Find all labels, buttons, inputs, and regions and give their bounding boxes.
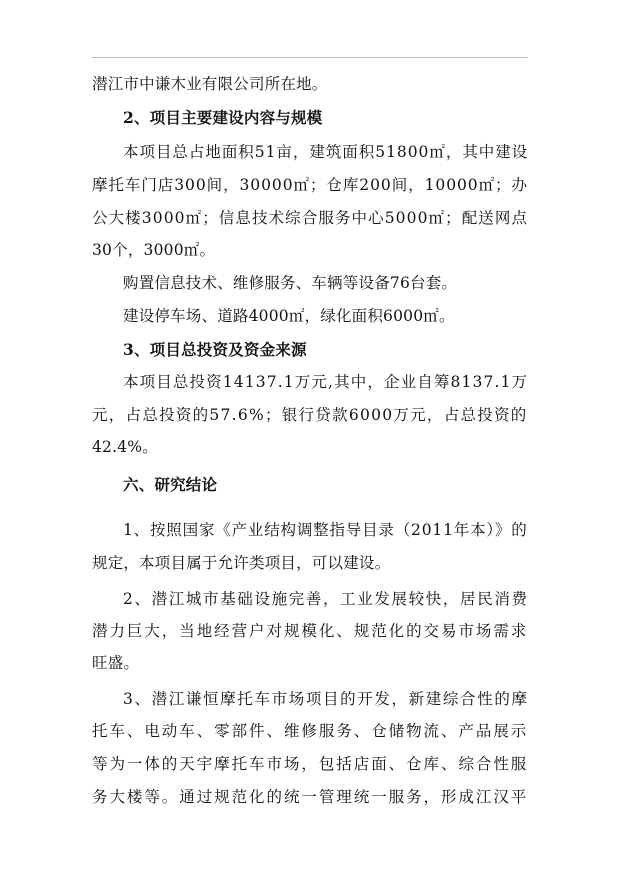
text-line: 1、按照国家《产业结构调整指导目录（2011年本）》的 (123, 521, 528, 539)
text-line: 摩托车门店300间，30000㎡；仓库200间，10000㎡；办 (92, 176, 528, 194)
text-line: 建设停车场、道路4000㎡，绿化面积6000㎡。 (123, 307, 455, 325)
text-line: 本项目总占地面积51亩，建筑面积51800㎡，其中建设 (123, 143, 529, 161)
section-heading: 六、研究结论 (123, 475, 218, 494)
text-line: 购置信息技术、维修服务、车辆等设备76台套。 (123, 274, 458, 292)
text-line: 2、潜江城市基础设施完善，工业发展较快，居民消费 (123, 590, 529, 608)
section-heading: 3、项目总投资及资金来源 (123, 340, 307, 359)
text-line: 托车、电动车、零部件、维修服务、仓储物流、产品展示 (92, 722, 529, 740)
text-line: 公大楼3000㎡；信息技术综合服务中心5000㎡；配送网点 (92, 209, 529, 227)
text-line: 等为一体的天宇摩托车市场，包括店面、仓库、综合性服 (92, 755, 529, 773)
text-line: 本项目总投资14137.1万元,其中，企业自筹8137.1万 (123, 373, 529, 391)
header-rule (92, 57, 528, 58)
text-line: 规定，本项目属于允许类项目，可以建设。 (92, 554, 391, 572)
text-line: 务大楼等。通过规范化的统一管理统一服务，形成江汉平 (92, 788, 529, 806)
text-line: 元，占总投资的57.6%；银行贷款6000万元，占总投资的 (92, 406, 528, 424)
text-line: 30个，3000㎡。 (92, 241, 216, 259)
text-line: 旺盛。 (92, 654, 140, 672)
text-line: 3、潜江谦恒摩托车市场项目的开发，新建综合性的摩 (123, 690, 529, 708)
text-line: 潜力巨大，当地经营户对规模化、规范化的交易市场需求 (92, 622, 529, 640)
text-line: 潜江市中谦木业有限公司所在地。 (92, 75, 328, 93)
section-heading: 2、项目主要建设内容与规模 (123, 108, 323, 127)
text-line: 42.4%。 (92, 438, 158, 456)
